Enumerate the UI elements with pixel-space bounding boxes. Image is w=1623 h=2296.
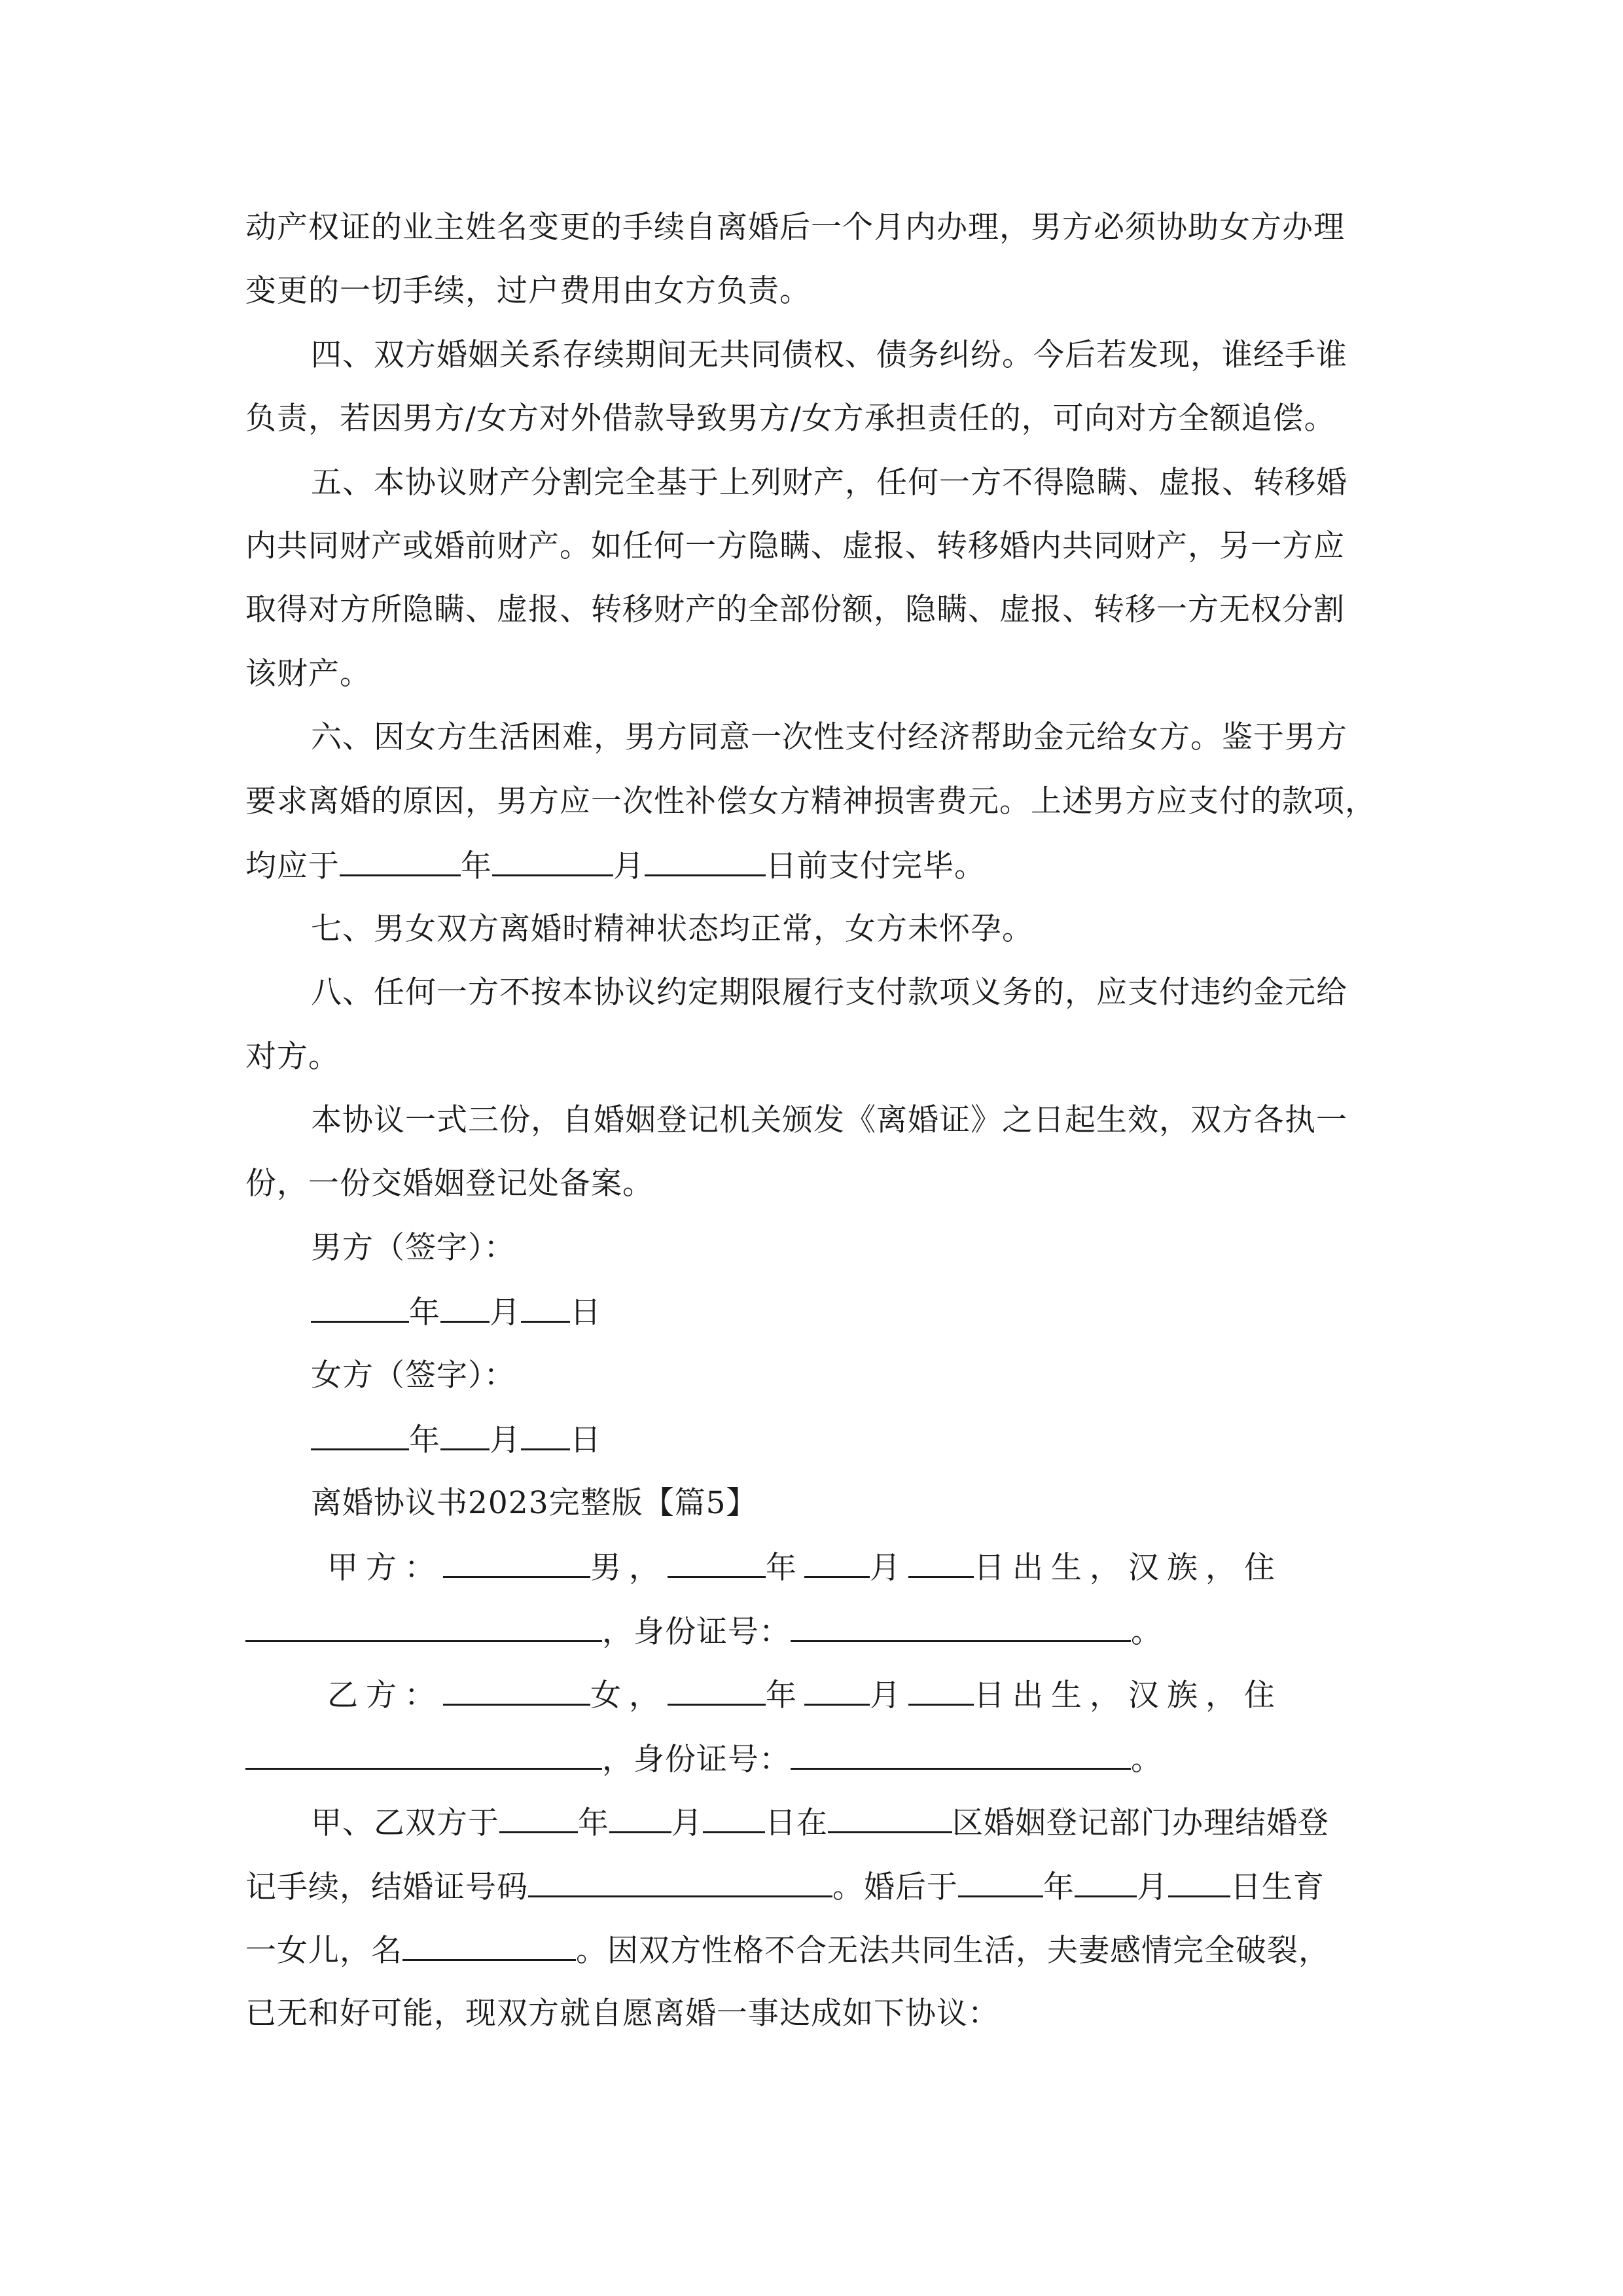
text: 均应于	[245, 848, 340, 884]
paragraph-line: 动产权证的业主姓名变更的手续自离婚后一个月内办理，男方必须协助女方办理	[245, 209, 1345, 245]
text: 月	[490, 1295, 521, 1331]
party-a-id-line	[245, 1611, 1162, 1652]
blank-field[interactable]	[245, 1611, 602, 1642]
marriage-line-2	[245, 1867, 1325, 1907]
blank-field[interactable]	[791, 1739, 1131, 1770]
blank-field[interactable]	[499, 1803, 578, 1833]
text: 日	[570, 1295, 601, 1331]
text: 乙方：	[327, 1677, 443, 1713]
paragraph-line: 六、因女方生活困难，男方同意一次性支付经济帮助金元给女方。鉴于男方	[311, 719, 1347, 755]
paragraph-line: 变更的一切手续，过户费用由女方负责。	[245, 273, 811, 309]
text: 月	[1137, 1869, 1168, 1905]
male-signature-label: 男方（签字）：	[311, 1230, 516, 1266]
blank-field[interactable]	[528, 1867, 832, 1897]
text: 日前支付完毕。	[766, 848, 986, 884]
text: 甲方：	[327, 1550, 443, 1586]
paragraph-line: 四、双方婚姻关系存续期间无共同债权、债务纠纷。今后若发现，谁经手谁	[311, 337, 1347, 373]
text: 区婚姻登记部门办理结婚登	[952, 1805, 1329, 1841]
text: 。	[1131, 1742, 1162, 1778]
text: 记手续，结婚证号码	[245, 1869, 528, 1905]
blank-field[interactable]	[443, 1547, 590, 1578]
text: 年	[1043, 1869, 1075, 1905]
text: ，身份证号：	[602, 1742, 791, 1778]
paragraph-line: 取得对方所隐瞒、虚报、转移财产的全部份额，隐瞒、虚报、转移一方无权分割	[245, 592, 1345, 628]
paragraph-line: 份，一份交婚姻登记处备案。	[245, 1166, 654, 1202]
blank-field[interactable]	[791, 1611, 1131, 1642]
text: 月	[490, 1422, 521, 1458]
text: 日出生，汉族，住	[974, 1550, 1283, 1586]
text: 女，	[590, 1677, 668, 1713]
female-sign-date	[311, 1420, 601, 1460]
paragraph-line: 要求离婚的原因，男方应一次性补偿女方精神损害费元。上述男方应支付的款项，	[245, 783, 1376, 819]
text: 月	[613, 848, 645, 884]
male-sign-date	[311, 1292, 601, 1333]
blank-field[interactable]	[958, 1867, 1043, 1897]
blank-field[interactable]	[443, 1675, 590, 1706]
text: 日生育	[1230, 1869, 1325, 1905]
blank-field[interactable]	[521, 1292, 570, 1323]
paragraph-line: 负责，若因男方/女方对外借款导致男方/女方承担责任的，可向对方全额追偿。	[245, 401, 1336, 437]
payment-deadline-line	[245, 846, 986, 886]
female-signature-label: 女方（签字）：	[311, 1357, 516, 1393]
text: 年	[461, 848, 492, 884]
party-b-line	[327, 1675, 1283, 1715]
marriage-line-1	[311, 1803, 1329, 1843]
blank-field[interactable]	[668, 1547, 766, 1578]
text: 日出生，汉族，住	[974, 1677, 1283, 1713]
text: 。因双方性格不合无法共同生活，夫妻感情完全破裂，	[576, 1933, 1330, 1969]
text: 年	[409, 1295, 440, 1331]
blank-field[interactable]	[804, 1547, 870, 1578]
paragraph-line: 对方。	[245, 1039, 340, 1075]
blank-field[interactable]	[804, 1675, 870, 1706]
text: 日在	[765, 1805, 828, 1841]
paragraph-line: 七、男女双方离婚时精神状态均正常，女方未怀孕。	[311, 911, 1033, 947]
marriage-line-3	[245, 1930, 1330, 1971]
party-b-id-line	[245, 1739, 1162, 1780]
text: 男，	[590, 1550, 668, 1586]
blank-field[interactable]	[492, 846, 613, 876]
text: ，身份证号：	[602, 1614, 791, 1650]
blank-field[interactable]	[908, 1675, 974, 1706]
blank-field[interactable]	[402, 1930, 576, 1961]
blank-field[interactable]	[645, 846, 766, 876]
blank-field[interactable]	[908, 1547, 974, 1578]
text: 。婚后于	[832, 1869, 958, 1905]
blank-field[interactable]	[440, 1292, 490, 1323]
blank-field[interactable]	[440, 1420, 490, 1450]
blank-field[interactable]	[311, 1420, 409, 1450]
blank-field[interactable]	[521, 1420, 570, 1450]
blank-field[interactable]	[1168, 1867, 1230, 1897]
paragraph-line: 本协议一式三份，自婚姻登记机关颁发《离婚证》之日起生效，双方各执一	[311, 1102, 1347, 1138]
paragraph-line: 内共同财产或婚前财产。如任何一方隐瞒、虚报、转移婚内共同财产，另一方应	[245, 528, 1345, 564]
paragraph-line: 八、任何一方不按本协议约定期限履行支付款项义务的，应支付违约金元给	[311, 975, 1347, 1011]
text: 年	[766, 1550, 804, 1586]
blank-field[interactable]	[828, 1803, 952, 1833]
marriage-line-4: 已无和好可能，现双方就自愿离婚一事达成如下协议：	[245, 1996, 999, 2032]
blank-field[interactable]	[340, 846, 461, 876]
blank-field[interactable]	[668, 1675, 766, 1706]
text: 甲、乙双方于	[311, 1805, 499, 1841]
section-heading: 离婚协议书2023完整版【篇5】	[311, 1485, 758, 1521]
blank-field[interactable]	[609, 1803, 671, 1833]
text: 一女儿，名	[245, 1933, 402, 1969]
blank-field[interactable]	[311, 1292, 409, 1323]
paragraph-line: 该财产。	[245, 656, 371, 692]
text: 月	[870, 1550, 908, 1586]
party-a-line	[327, 1547, 1283, 1588]
text: 。	[1131, 1614, 1162, 1650]
text: 日	[570, 1422, 601, 1458]
text: 月	[870, 1677, 908, 1713]
blank-field[interactable]	[703, 1803, 765, 1833]
text: 月	[671, 1805, 703, 1841]
blank-field[interactable]	[1075, 1867, 1137, 1897]
text: 年	[766, 1677, 804, 1713]
text: 年	[409, 1422, 440, 1458]
text: 年	[578, 1805, 609, 1841]
paragraph-line: 五、本协议财产分割完全基于上列财产，任何一方不得隐瞒、虚报、转移婚	[311, 465, 1347, 501]
blank-field[interactable]	[245, 1739, 602, 1770]
